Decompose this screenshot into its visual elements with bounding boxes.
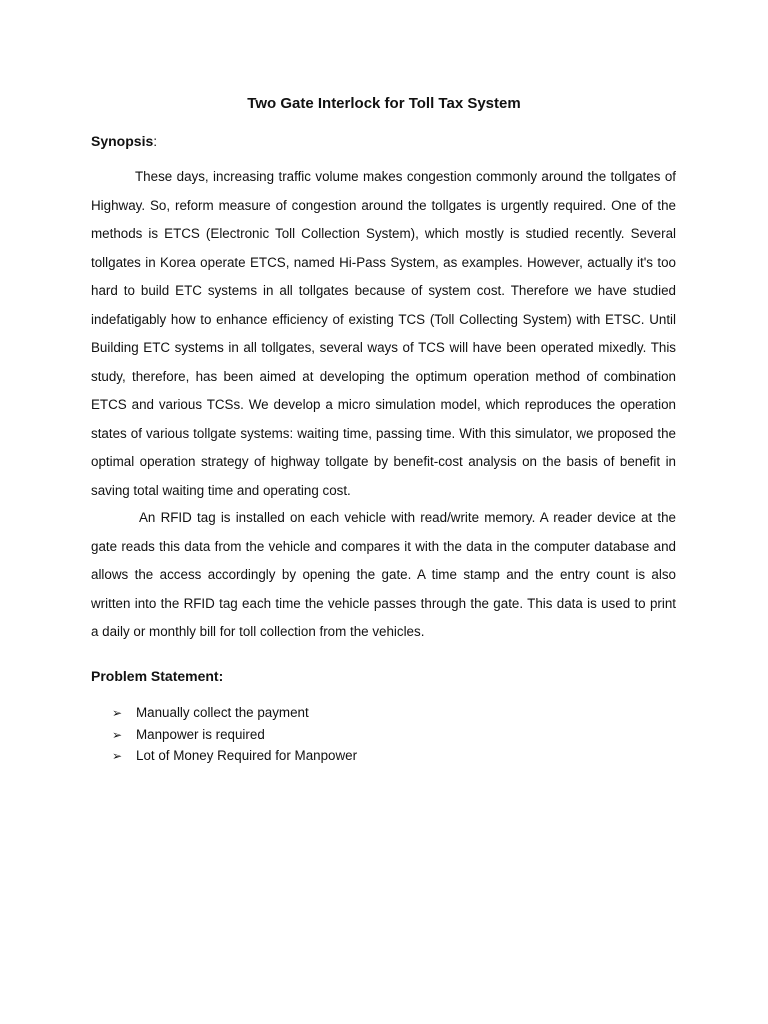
problem-list bbox=[112, 702, 357, 767]
problem-list-item bbox=[112, 702, 357, 724]
synopsis-heading-label: Synopsis bbox=[91, 133, 154, 149]
document-title: Two Gate Interlock for Toll Tax System bbox=[247, 95, 521, 112]
synopsis-paragraph-1: These days, increasing traffic volume makes congestion commonly around the tollgates of Highway. So, reform measure of congestion around the tollgates is urgently required. One of the methods is ETCS (Electronic Toll Collection System), which mostly is studied recently. Several tollgates in Korea operate ETCS, named Hi-Pass System, as examples. However, actually it's too hard to build ETC systems in all tollgates because of system cost. Therefore we have studied indefatigably how to enhance efficiency of existing TCS (Toll Collecting System) with ETSC. Until Building ETC systems in all tollgates, several ways of TCS will have been operated mixedly. This study, therefore, has been aimed at developing the optimum operation method of combination ETCS and various TCSs. We develop a micro simulation model, which reproduces the operation states of various tollgate systems: waiting time, passing time. With this simulator, we proposed the optimal operation strategy of highway tollgate by benefit-cost analysis on the basis of benefit in saving total waiting time and operating cost. bbox=[91, 169, 676, 498]
synopsis-heading-colon: : bbox=[153, 133, 158, 149]
problem-statement-heading: Problem Statement: bbox=[91, 668, 224, 684]
problem-list-item bbox=[112, 724, 357, 746]
problem-text: Lot of Money Required for Manpower bbox=[136, 748, 358, 763]
synopsis-heading bbox=[91, 133, 157, 149]
arrow-bullet-icon: ➢ bbox=[112, 706, 123, 720]
problem-text: Manually collect the payment bbox=[136, 705, 309, 720]
problem-list-item bbox=[112, 745, 357, 767]
arrow-bullet-icon: ➢ bbox=[112, 749, 123, 763]
arrow-bullet-icon: ➢ bbox=[112, 727, 123, 742]
problem-text: Manpower is required bbox=[136, 726, 265, 742]
synopsis-paragraph-2: An RFID tag is installed on each vehicle with read/write memory. A reader device at the gate reads this data from the vehicle and compares it with the data in the computer database and allows the access accordingly by opening the gate. A time stamp and the entry count is also written into the RFID tag each time the vehicle passes through the gate. This data is used to print a daily or monthly bill for toll collection from the vehicles. bbox=[91, 510, 676, 639]
